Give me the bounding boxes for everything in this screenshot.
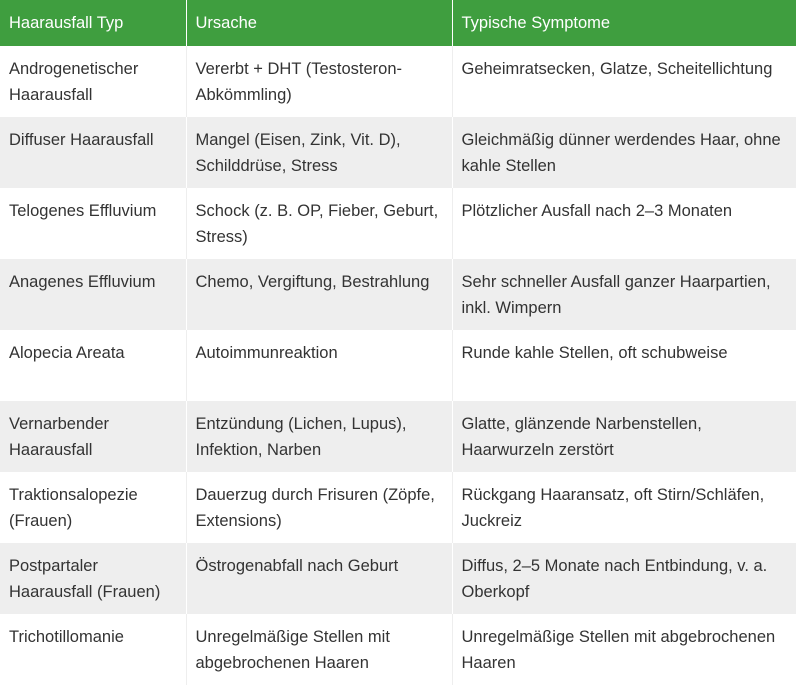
cell-typ: Androgenetischer Haarausfall (0, 46, 186, 117)
cell-typ: Telogenes Effluvium (0, 188, 186, 259)
cell-typ: Postpartaler Haarausfall (Frauen) (0, 543, 186, 614)
table-row (0, 117, 796, 188)
cell-symptome: Sehr schneller Ausfall ganzer Haarpartien, inkl. Wimpern (452, 259, 796, 330)
cell-ursache: Chemo, Vergiftung, Bestrahlung (186, 259, 452, 330)
table-row (0, 46, 796, 117)
cell-typ: Traktionsalopezie (Frauen) (0, 472, 186, 543)
header-ursache: Ursache (186, 0, 452, 46)
table-row (0, 401, 796, 472)
cell-symptome: Diffus, 2–5 Monate nach Entbindung, v. a. Oberkopf (452, 543, 796, 614)
header-row (0, 0, 796, 46)
table-row (0, 543, 796, 614)
table-row (0, 259, 796, 330)
cell-typ: Trichotillomanie (0, 614, 186, 685)
cell-symptome: Gleichmäßig dünner werdendes Haar, ohne kahle Stellen (452, 117, 796, 188)
cell-symptome: Plötzlicher Ausfall nach 2–3 Monaten (452, 188, 796, 259)
header-typ: Haarausfall Typ (0, 0, 186, 46)
table-row (0, 188, 796, 259)
cell-typ: Anagenes Effluvium (0, 259, 186, 330)
cell-ursache: Schock (z. B. OP, Fieber, Geburt, Stress) (186, 188, 452, 259)
table-row (0, 614, 796, 685)
cell-symptome: Geheimratsecken, Glatze, Scheitellichtung (452, 46, 796, 117)
cell-symptome: Glatte, glänzende Narbenstellen, Haarwurzeln zerstört (452, 401, 796, 472)
table-body (0, 46, 796, 685)
cell-symptome: Runde kahle Stellen, oft schubweise (452, 330, 796, 401)
cell-ursache: Mangel (Eisen, Zink, Vit. D), Schilddrüse, Stress (186, 117, 452, 188)
cell-symptome: Unregelmäßige Stellen mit abgebrochenen Haaren (452, 614, 796, 685)
table-header (0, 0, 796, 46)
cell-typ: Vernarbender Haarausfall (0, 401, 186, 472)
table-row (0, 472, 796, 543)
cell-ursache: Autoimmunreaktion (186, 330, 452, 401)
cell-ursache: Östrogenabfall nach Geburt (186, 543, 452, 614)
cell-ursache: Unregelmäßige Stellen mit abgebrochenen Haaren (186, 614, 452, 685)
header-symptome: Typische Symptome (452, 0, 796, 46)
table-row (0, 330, 796, 401)
cell-ursache: Entzündung (Lichen, Lupus), Infektion, Narben (186, 401, 452, 472)
cell-ursache: Vererbt + DHT (Testosteron-Abkömmling) (186, 46, 452, 117)
cell-typ: Alopecia Areata (0, 330, 186, 401)
cell-typ: Diffuser Haarausfall (0, 117, 186, 188)
cell-ursache: Dauerzug durch Frisuren (Zöpfe, Extensions) (186, 472, 452, 543)
cell-symptome: Rückgang Haaransatz, oft Stirn/Schläfen, Juckreiz (452, 472, 796, 543)
